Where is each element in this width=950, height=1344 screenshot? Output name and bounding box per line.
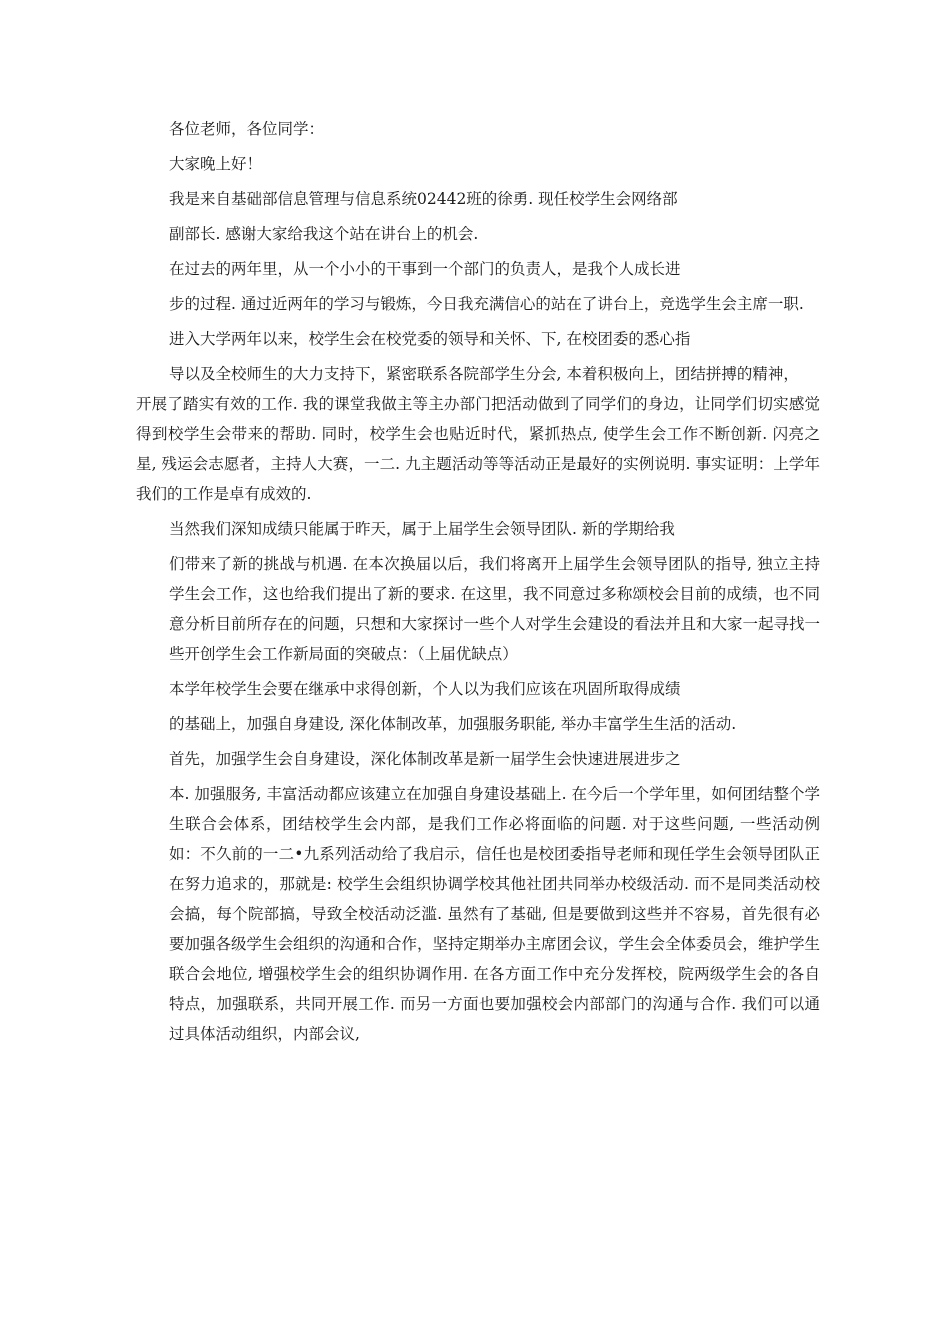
paragraph-block: 本. 加强服务, 丰富活动都应该建立在加强自身建设基础上. 在今后一个学年里，如何团结整个学生联合会体系，团结校学生会内部，是我们工作必将面临的问题. 对于这些问题, 一些活动例如：不久前的一二•九系列活动给了我启示，信任也是校团委指导老师和现任学生会领导团队正在努力追求的，那就是: 校学生会组织协调学校其他社团共同举办校级活动. 而不是同类活动校会搞，每个院部搞，导致全校活动泛滥. 虽然有了基础, 但是要做到这些并不容易，首先很有必要加强各级学生会组织的沟通和合作，坚持定期举办主席团会议，学生会全体委员会，维护学生联合会地位, 增强校学生会的组织协调作用. 在各方面工作中充分发挥校，院两级学生会的各自特点，加强联系，共同开展工作. 而另一方面也要加强校会内部部门的沟通与合作. 我们可以通过具体活动组织，内部会议, — [169, 785, 821, 1043]
paragraph-line: 导以及全校师生的大力支持下，紧密联系各院部学生分会, 本着积极向上，团结拼搏的精神， — [169, 365, 799, 383]
paragraph-line: 在过去的两年里，从一个小小的干事到一个部门的负责人，是我个人成长进 — [169, 260, 681, 278]
paragraph-line: 的基础上，加强自身建设, 深化体制改革，加强服务职能, 举办丰富学生生活的活动. — [169, 715, 737, 733]
paragraph-line: 步的过程. 通过近两年的学习与锻炼，今日我充满信心的站在了讲台上，竞选学生会主席一职. — [169, 295, 804, 313]
paragraph-line: 本学年校学生会要在继承中求得创新，个人以为我们应该在巩固所取得成绩 — [169, 680, 681, 698]
document-body — [136, 114, 820, 1049]
paragraph-line: 副部长. 感谢大家给我这个站在讲台上的机会. — [169, 225, 479, 243]
greeting: 各位老师，各位同学： — [169, 120, 325, 138]
paragraph-line: 当然我们深知成绩只能属于昨天，属于上届学生会领导团队. 新的学期给我 — [169, 520, 675, 538]
paragraph-line: 进入大学两年以来，校学生会在校党委的领导和关怀、下, 在校团委的悉心指 — [169, 330, 691, 348]
paragraph-line: 我是来自基础部信息管理与信息系统02442班的徐勇. 现任校学生会网络部 — [169, 190, 678, 208]
paragraph-block: 开展了踏实有效的工作. 我的课堂我做主等主办部门把活动做到了同学们的身边，让同学们切实感觉得到校学生会带来的帮助. 同时，校学生会也贴近时代，紧抓热点, 使学生会工作不断创新. 闪亮之星, 残运会志愿者，主持人大赛，一二. 九主题活动等等活动正是最好的实例说明. 事实证明：上学年我们的工作是卓有成效的. — [136, 395, 820, 503]
salutation: 大家晚上好！ — [169, 155, 263, 173]
paragraph-line: 首先，加强学生会自身建设，深化体制改革是新一届学生会快速进展进步之 — [169, 750, 681, 768]
paragraph-block: 们带来了新的挑战与机遇. 在本次换届以后，我们将离开上届学生会领导团队的指导, 独立主持学生会工作，这也给我们提出了新的要求. 在这里，我不同意过多称颂校会目前的成绩，也不同意分析目前所存在的问题，只想和大家探讨一些个人对学生会建设的看法并且和大家一起寻找一些开创学生会工作新局面的突破点：（上届优缺点） — [169, 555, 821, 663]
